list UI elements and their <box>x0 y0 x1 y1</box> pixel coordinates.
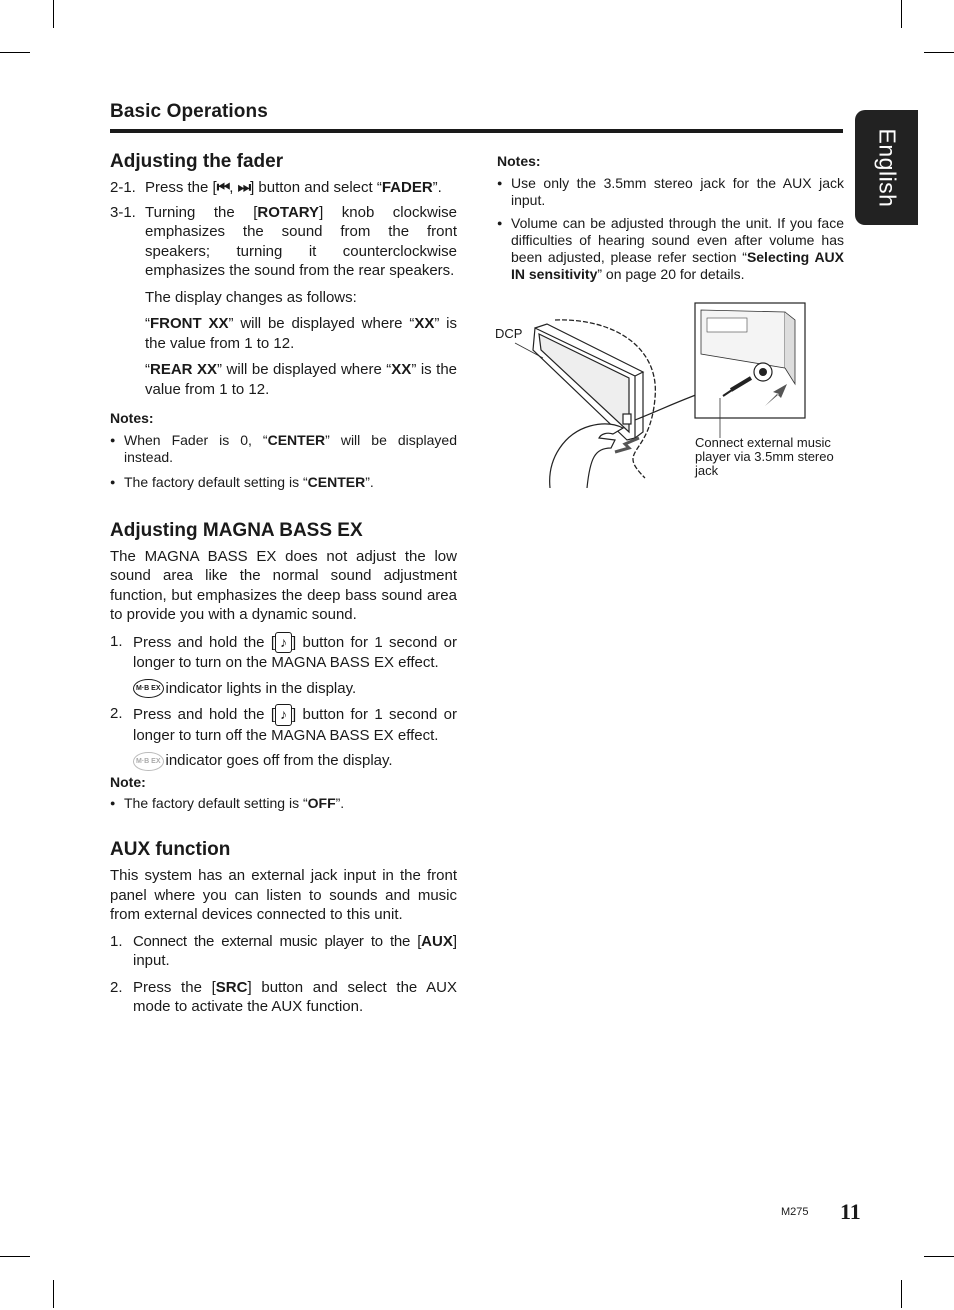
display-value: CENTER <box>307 473 366 490</box>
magna-notes <box>110 795 457 812</box>
magna-step-1 <box>110 632 457 673</box>
step-text: Connect the external music player to the [ <box>133 932 422 950</box>
display-value: Selecting AUX IN sensitivity <box>511 248 844 282</box>
dcp-label: DCP <box>495 326 523 341</box>
aux-step-2 <box>110 978 457 1017</box>
text: ”. <box>335 795 345 812</box>
step-text: Press and hold the [ <box>133 633 276 651</box>
key-name: ROTARY <box>257 203 320 221</box>
fader-notes <box>110 432 457 491</box>
aux-section <box>110 838 457 1017</box>
indicator-off-text <box>110 751 457 771</box>
key-name: SRC <box>215 978 248 996</box>
note-item: ● Use only the 3.5mm stereo jack for the AUX jack input. <box>497 175 844 209</box>
step-text: ”. <box>432 179 442 196</box>
text: ” will be displayed instead. <box>124 431 458 465</box>
aux-title: AUX function <box>110 839 231 861</box>
text: ” is the value from 1 to 12. <box>145 315 458 352</box>
dcp-panel-drawing <box>533 324 643 440</box>
crop-mark <box>901 1280 902 1308</box>
language-tab-label: English <box>874 128 900 207</box>
diagram-caption: Connect external music player via 3.5mm stereo jack <box>695 435 834 478</box>
aux-connection-diagram <box>495 298 847 488</box>
display-value: CENTER <box>267 431 326 448</box>
step-text: Press the [ <box>145 179 217 196</box>
step-text: Press and hold the [ <box>133 706 276 724</box>
step-text: ] button for 1 second or longer to turn on the MAGNA BASS EX effect. <box>133 633 458 671</box>
crop-mark <box>0 52 30 53</box>
fader-section <box>110 150 457 491</box>
text: The factory default setting is “ <box>124 795 308 812</box>
text: indicator goes off from the display. <box>165 752 393 770</box>
step-number: 2-1. <box>110 179 136 196</box>
key-name: FADER <box>381 179 433 196</box>
music-note-icon: ♪ <box>275 632 292 654</box>
hand-drawing <box>550 424 623 488</box>
step-text: ] input. <box>133 932 457 970</box>
right-column <box>497 152 844 283</box>
aux-notes <box>497 175 844 283</box>
aux-step-1 <box>110 932 457 971</box>
magna-bass-title: Adjusting MAGNA BASS EX <box>110 519 363 541</box>
rear-display-text <box>110 360 457 399</box>
magna-bass-section <box>110 519 457 813</box>
fader-notes-title: Notes: <box>110 410 154 426</box>
step-text: ] button for 1 second or longer to turn off the MAGNA BASS EX effect. <box>133 706 458 744</box>
step-text: ] button and select “ <box>250 179 382 196</box>
note-item <box>110 432 457 466</box>
left-column <box>110 150 457 1017</box>
next-track-icon: ⏭ <box>237 179 251 196</box>
aux-notes-title: Notes: <box>497 153 541 169</box>
display-value: XX <box>391 361 412 378</box>
magna-bass-intro: The MAGNA BASS EX does not adjust the low sound area like the normal sound adjustment function, but emphasizes the deep bass sound area to provide you with a dynamic sound. <box>110 547 457 623</box>
crop-mark <box>0 1256 30 1257</box>
page-header-title: Basic Operations <box>110 101 268 122</box>
fader-step-2 <box>110 203 457 281</box>
note-item <box>110 795 457 812</box>
key-name: AUX <box>421 932 453 950</box>
step-text: ] button and select the AUX mode to activate the AUX function. <box>133 978 457 1016</box>
text: indicator lights in the display. <box>165 679 357 697</box>
crop-mark <box>53 1280 54 1308</box>
front-display-text <box>110 314 457 353</box>
mbex-indicator-off-icon: M·B EX <box>133 752 164 771</box>
music-note-icon: ♪ <box>275 704 292 726</box>
model-code: M275 <box>781 1206 809 1218</box>
display-value: OFF <box>307 795 336 812</box>
text: “ <box>145 361 150 378</box>
display-value: XX <box>414 315 435 332</box>
display-changes-text: The display changes as follows: <box>145 288 357 306</box>
crop-mark <box>924 1256 954 1257</box>
text: When Fader is 0, “ <box>124 431 268 448</box>
text: ” on page 20 for details. <box>597 265 745 282</box>
note-item <box>497 215 844 283</box>
head-unit-inset-drawing <box>695 303 805 418</box>
crop-mark <box>901 0 902 28</box>
text: ” will be displayed where “ <box>217 361 392 378</box>
step-number: 2. <box>110 705 123 723</box>
step-number: 1. <box>110 932 123 950</box>
note-item <box>110 474 457 491</box>
mbex-indicator-icon: M·B EX <box>133 679 164 698</box>
step-text: Turning the [ <box>145 203 258 221</box>
display-value: FRONT XX <box>150 315 229 332</box>
page-number: 11 <box>840 1199 861 1224</box>
magna-step-2 <box>110 704 457 745</box>
step-text: Press the [ <box>133 978 216 996</box>
text: ” will be displayed where “ <box>228 315 415 332</box>
language-tab <box>855 110 918 225</box>
previous-track-icon: ⏮ <box>216 179 230 196</box>
step-text: ] knob clockwise emphasizes the sound from the front speakers; turning it counterclockwise emphasizes the sound from the rear speakers. <box>145 203 457 279</box>
step-number: 1. <box>110 632 123 650</box>
header-divider <box>110 129 843 133</box>
text: “ <box>145 315 150 332</box>
text: The factory default setting is “ <box>124 473 308 490</box>
step-number: 2. <box>110 978 123 996</box>
text: ” is the value from 1 to 12. <box>145 361 458 398</box>
text: Volume can be adjusted through the unit. If you face difficulties of hearing sound even after volume has been adjusted, please refer section “ <box>511 214 844 265</box>
fader-title: Adjusting the fader <box>110 151 284 172</box>
crop-mark <box>924 52 954 53</box>
aux-intro: This system has an external jack input in the front panel where you can listen to sounds and music from external devices connected to this unit. <box>110 867 457 924</box>
fader-step-1 <box>110 178 457 198</box>
magna-note-title: Note: <box>110 773 146 790</box>
text: ”. <box>365 473 374 490</box>
indicator-on-text <box>110 679 457 699</box>
step-number: 3-1. <box>110 203 136 221</box>
step-text: , <box>229 179 234 196</box>
display-value: REAR XX <box>150 361 218 378</box>
crop-mark <box>53 0 54 28</box>
